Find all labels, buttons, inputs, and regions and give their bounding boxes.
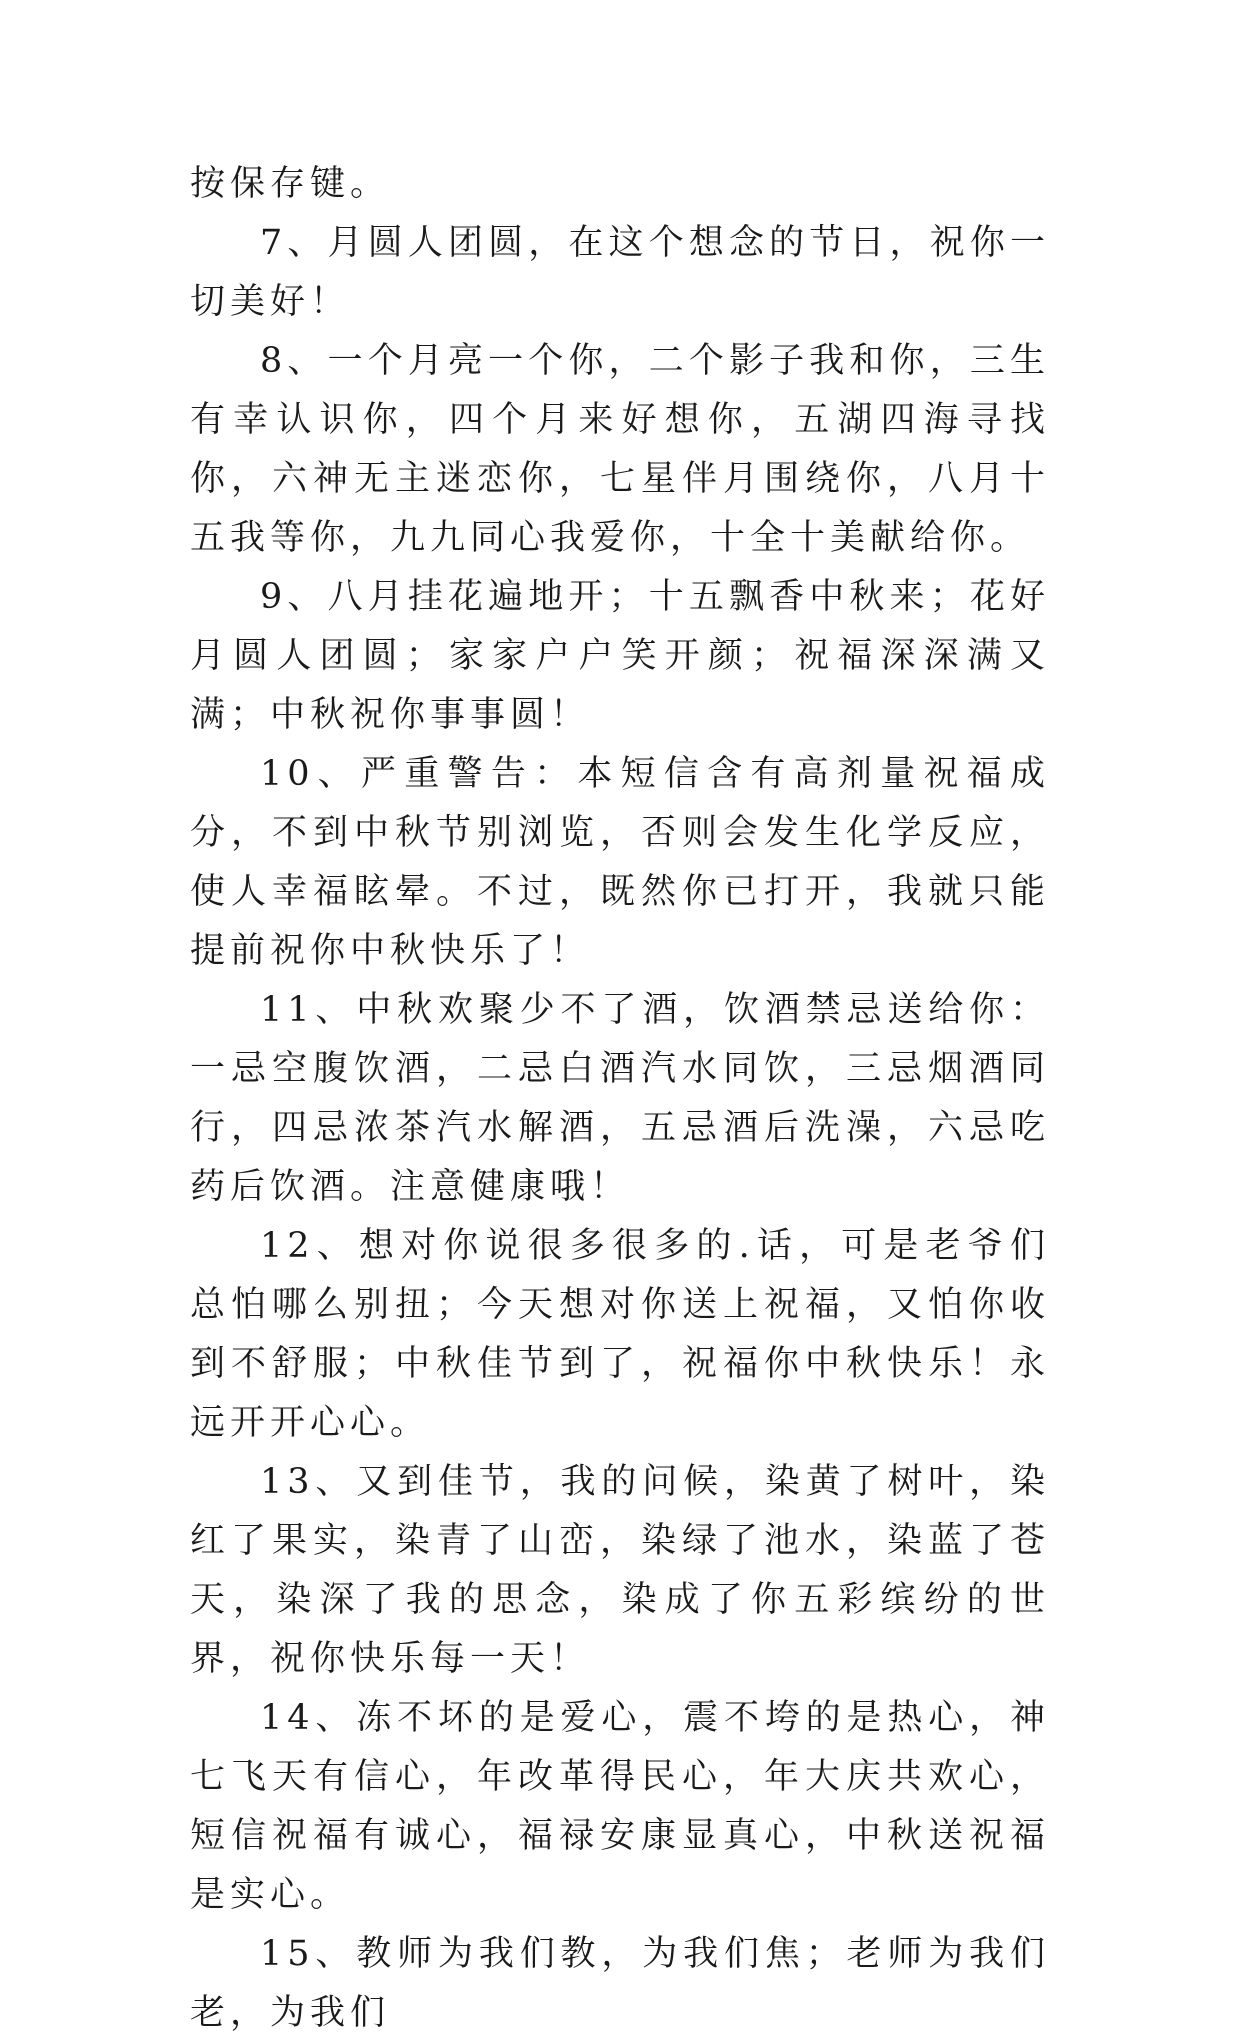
paragraph: 9、八月挂花遍地开；十五飘香中秋来；花好月圆人团圆；家家户户笑开颜；祝福深深满又满；中秋祝你事事圆！ [190, 577, 1050, 735]
paragraph: 8、一个月亮一个你，二个影子我和你，三生有幸认识你，四个月来好想你，五湖四海寻找你，六神无主迷恋你，七星伴月围绕你，八月十五我等你，九九同心我爱你，十全十美献给你。 [190, 341, 1050, 558]
document-body [190, 155, 1050, 2043]
paragraph: 15、教师为我们教，为我们焦；老师为我们老，为我们 [190, 1934, 1050, 2033]
paragraph: 14、冻不坏的是爱心，震不垮的是热心，神七飞天有信心，年改革得民心，年大庆共欢心，短信祝福有诚心，福禄安康显真心，中秋送祝福是实心。 [190, 1698, 1050, 1915]
paragraph: 11、中秋欢聚少不了酒，饮酒禁忌送给你：一忌空腹饮酒，二忌白酒汽水同饮，三忌烟酒同行，四忌浓茶汽水解酒，五忌酒后洗澡，六忌吃药后饮酒。注意健康哦！ [190, 990, 1050, 1207]
paragraph: 7、月圆人团圆，在这个想念的节日，祝你一切美好！ [190, 223, 1050, 322]
paragraph: 10、严重警告：本短信含有高剂量祝福成分，不到中秋节别浏览，否则会发生化学反应，使人幸福眩晕。不过，既然你已打开，我就只能提前祝你中秋快乐了！ [190, 754, 1050, 971]
paragraph: 12、想对你说很多很多的.话，可是老爷们总怕哪么别扭；今天想对你送上祝福，又怕你收到不舒服；中秋佳节到了，祝福你中秋快乐！永远开开心心。 [190, 1226, 1050, 1443]
paragraph: 13、又到佳节，我的问候，染黄了树叶，染红了果实，染青了山峦，染绿了池水，染蓝了苍天，染深了我的思念，染成了你五彩缤纷的世界，祝你快乐每一天！ [190, 1462, 1050, 1679]
paragraph: 按保存键。 [190, 164, 391, 204]
